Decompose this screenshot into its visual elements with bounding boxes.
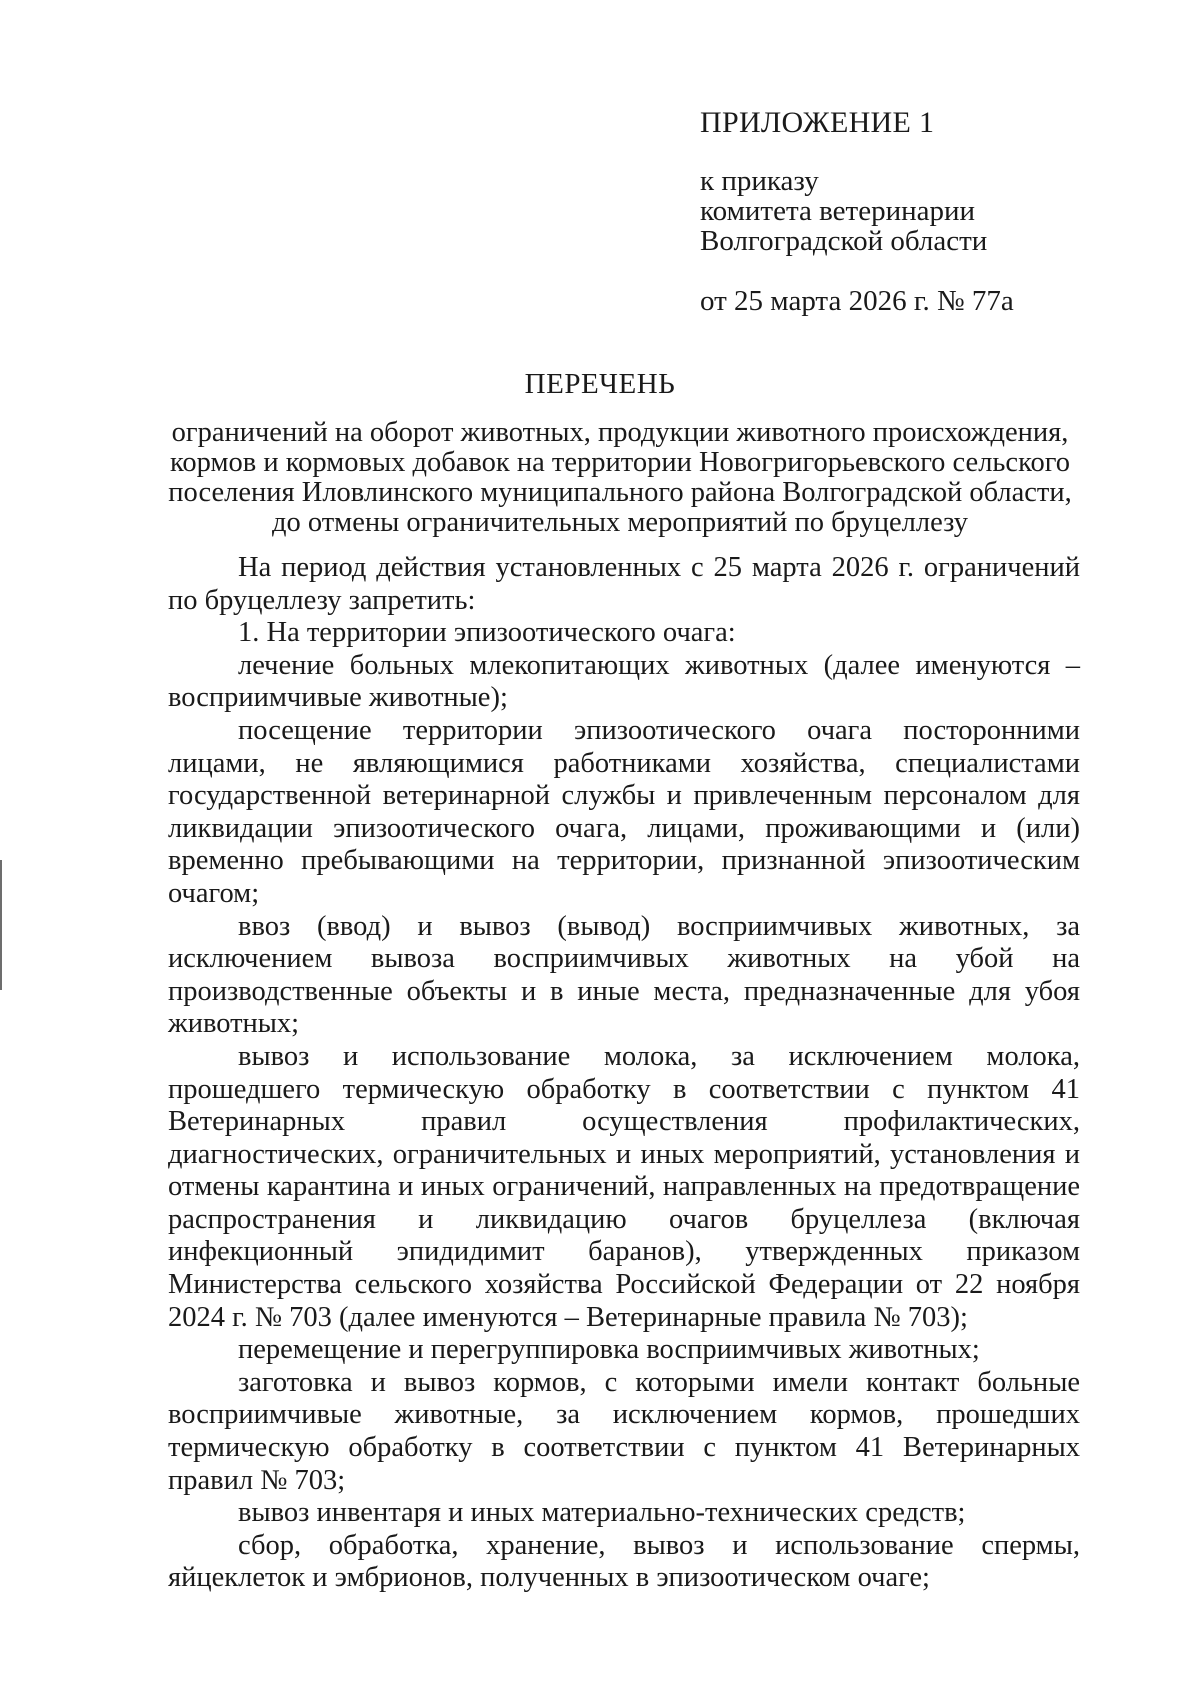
appendix-block — [700, 108, 1100, 316]
appendix-date: от 25 марта 2026 г. № 77а — [700, 285, 1014, 317]
paragraph-sperm: сбор, обработка, хранение, вывоз и использование спермы, яйцеклеток и эмбрионов, полученных в эпизоотическом очаге; — [168, 1529, 1080, 1594]
appendix-line-order: к приказу — [700, 165, 819, 197]
paragraph-inventory: вывоз инвентаря и иных материально-технических средств; — [238, 1497, 966, 1529]
document-body — [168, 552, 1080, 1595]
subtitle-line: поселения Иловлинского муниципального района Волгоградской области, — [168, 477, 1072, 508]
subtitle-line: ограничений на оборот животных, продукции животного происхождения, — [171, 417, 1069, 448]
appendix-line-committee: комитета ветеринарии — [700, 195, 976, 227]
paragraph-feed: заготовка и вывоз кормов, с которыми имели контакт больные восприимчивые животные, за исключением кормов, прошедших термическую обработку в соответствии с пунктом 41 Ветеринарных правил № 703; — [168, 1366, 1080, 1496]
subtitle-line: до отмены ограничительных мероприятий по бруцеллезу — [271, 507, 969, 538]
paragraph-regrouping: перемещение и перегруппировка восприимчивых животных; — [238, 1334, 980, 1366]
document-title: ПЕРЕЧЕНЬ — [524, 368, 676, 400]
subtitle-line: кормов и кормовых добавок на территории Новогригорьевского сельского — [170, 447, 1070, 478]
appendix-line-region: Волгоградской области — [700, 225, 988, 257]
appendix-title: ПРИЛОЖЕНИЕ 1 — [700, 106, 935, 139]
document-subtitle — [160, 418, 1080, 538]
paragraph-intro: На период действия установленных с 25 марта 2026 г. ограничений по бруцеллезу запретить: — [168, 552, 1080, 616]
paragraph-treatment: лечение больных млекопитающих животных (далее именуются – восприимчивые животные); — [168, 649, 1080, 714]
paragraph-import-export: ввоз (ввод) и вывоз (вывод) восприимчивых животных, за исключением вывоза восприимчивых животных на убой на производственные объекты и в иные места, предназначенные для убоя животных; — [168, 910, 1080, 1040]
scan-edge-mark — [0, 860, 2, 990]
paragraph-visits: посещение территории эпизоотического очага посторонними лицами, не являющимися работниками хозяйства, специалистами государственной ветеринарной службы и привлеченным персоналом для ликвидации эпизоотического очага, лицами, проживающими и (или) временно пребывающими на территории, признанной эпизоотическим очагом; — [168, 714, 1080, 909]
paragraph-item-1: 1. На территории эпизоотического очага: — [238, 617, 736, 649]
paragraph-milk: вывоз и использование молока, за исключением молока, прошедшего термическую обработку в соответствии с пунктом 41 Ветеринарных правил осуществления профилактических, диагностических, ограничительных и иных мероприятий, установления и отмены карантина и иных ограничений, направленных на предотвращение распространения и ликвидацию очагов бруцеллеза (включая инфекционный эпидидимит баранов), утвержденных приказом Министерства сельского хозяйства Российской Федерации от 22 ноября 2024 г. № 703 (далее именуются – Ветеринарные правила № 703); — [168, 1040, 1080, 1333]
